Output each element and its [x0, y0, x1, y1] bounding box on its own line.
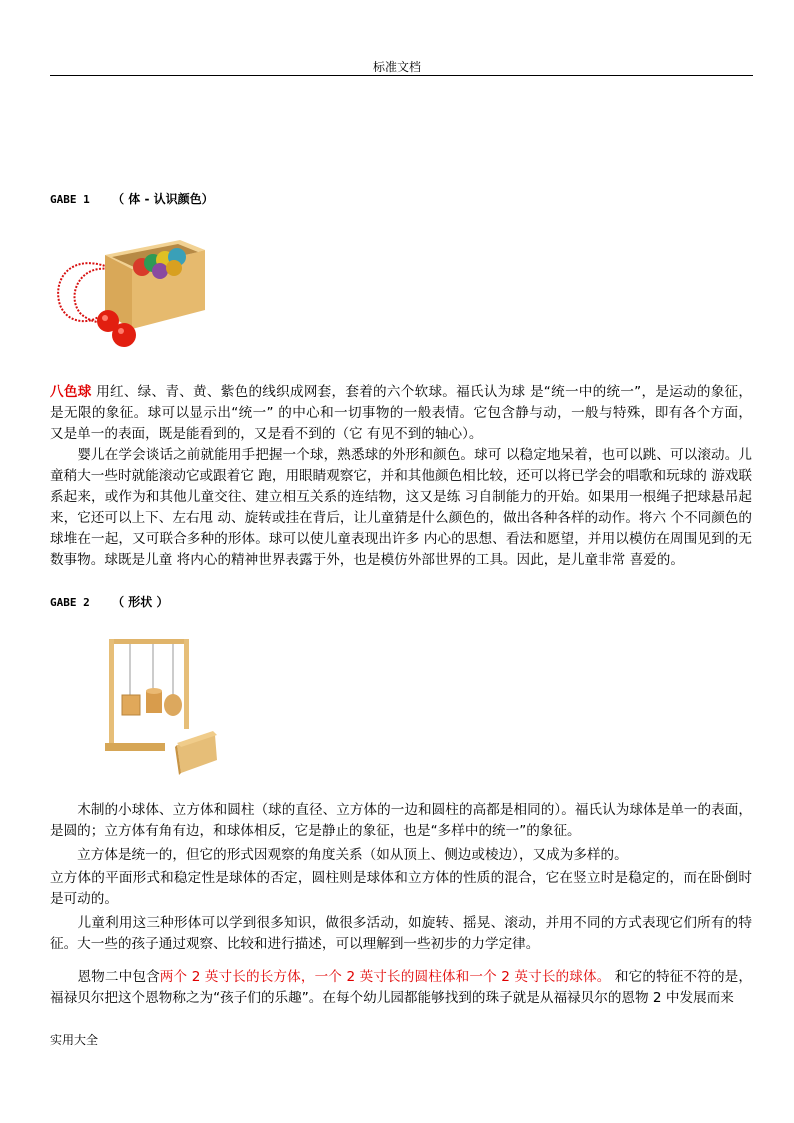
section-2-paragraph-5-post: 和它的特征不符的是，福禄贝尔把这个恩物称之为“孩子们的乐趣”。在每个幼儿园都能够找到的珠子就是从福禄贝尔的恩物 2 中发展而来 [50, 969, 752, 1006]
section-2-paragraph-1: 木制的小球体、立方体和圆柱（球的直径、立方体的一边和圆柱的高都是相同的）。福氏认为球体是单一的表面，是圆的；立方体有角有边，和球体相反，它是静止的象征，也是“多样中的统一”的象征。 [50, 802, 752, 839]
gift-2-contents-highlight: 两个 2 英寸长的长方体，一个 2 英寸长的圆柱体和一个 2 英寸长的球体。 [159, 969, 611, 985]
section-2-paragraph-2: 立方体是统一的，但它的形式因观察的角度关系（如从顶上、侧边或棱边），又成为多样的。 [50, 847, 628, 863]
section-1-paragraph-1 [50, 382, 752, 445]
section-1-code: GABE 1 [50, 193, 90, 206]
section-2-title [50, 593, 168, 610]
section-2-paragraph-5 [50, 967, 752, 1009]
section-1-title [50, 190, 214, 207]
section-2-subtitle: （ 形状 ） [112, 595, 169, 609]
section-2-paragraph-5-pre: 恩物二中包含 [50, 969, 160, 985]
page-footer: 实用大全 [50, 1033, 99, 1047]
eight-color-ball-term: 八色球 [50, 384, 92, 400]
eight-color-balls-in-wooden-box-image [50, 225, 210, 355]
section-1-paragraph-2: 婴儿在学会谈话之前就能用手把握一个球，熟悉球的外形和颜色。球可 以稳定地呆着，也可以跳、可以滚动。儿童稍大一些时就能滚动它或跟着它 跑，用眼睛观察它，并和其他颜色相比较，还可以将已学会的唱歌和玩球的 游戏联系起来，或作为和其他儿童交往、建立相互关系的连结物，这又是练 习自制能力的开始。如果用一根绳子把球悬吊起来，它还可以上下、左右甩 动、旋转或挂在背后，让儿童猜是什么颜色的，做出各种各样的动作。将六 个不同颜色的球堆在一起，又可联合多种的形体。球可以使儿童表现出许多 内心的思想、看法和愿望，并用以模仿在周围见到的无数事物。球既是儿童 将内心的精神世界表露于外，也是模仿外部世界的工具。因此，是儿童非常 喜爱的。 [50, 447, 752, 568]
header-divider [50, 75, 753, 76]
section-1-paragraph-1-text: 用红、绿、青、黄、紫色的线织成网套，套着的六个软球。福氏认为球 是“统一中的统一”，是运动的象征，是无限的象征。球可以显示出“统一” 的中心和一切事物的一般表情。它包含静与动，一般与特殊，即有各个方面， 又是单一的表面，既是能看到的，又是看不到的（它 有见不到的轴心）。 [50, 384, 752, 442]
sphere-cube-cylinder-on-wooden-frame-image [105, 635, 220, 775]
section-2-paragraph-4: 儿童利用这三种形体可以学到很多知识，做很多活动，如旋转、摇晃、滚动，并用不同的方式表现它们所有的特征。大一些的孩子通过观察、比较和进行描述，可以理解到一些初步的力学定律。 [50, 915, 752, 952]
page-header: 标准文档 [372, 60, 421, 74]
section-2-code: GABE 2 [50, 596, 90, 609]
section-1-subtitle: （ 体 - 认识颜色） [112, 192, 214, 206]
section-2-paragraph-3: 立方体的平面形式和稳定性是球体的否定，圆柱则是球体和立方体的性质的混合，它在竖立时是稳定的，而在卧倒时是可动的。 [50, 870, 752, 907]
